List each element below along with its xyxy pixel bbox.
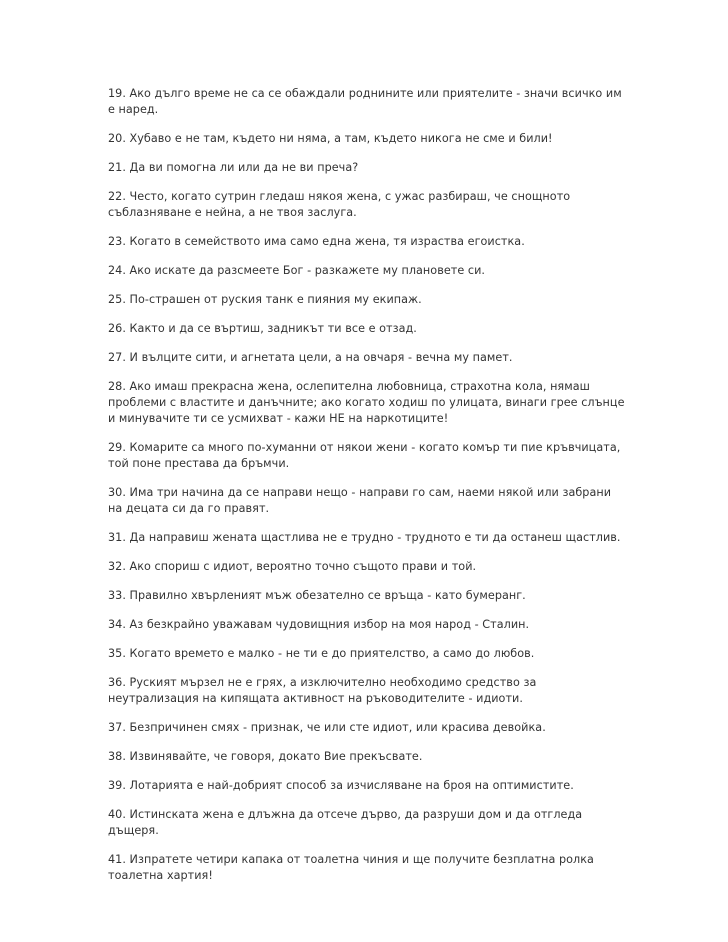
joke-item-33: 33. Правилно хвърленият мъж обезателно се връща - като бумеранг. <box>108 589 526 602</box>
joke-item-31: 31. Да направиш жената щастлива не е трудно - трудното е ти да останеш щастлив. <box>108 531 621 544</box>
joke-item-30: 30. Има три начина да се направи нещо - направи го сам, наеми някой или забрани на децата си да го правят. <box>108 486 612 515</box>
joke-item-28: 28. Ако имаш прекрасна жена, ослепителна любовница, страхотна кола, нямаш проблеми с властите и данъчните; ако когато ходиш по улицата, винаги грее слънце и минувачите ти се усмихват - кажи НЕ на наркотиците! <box>108 380 625 425</box>
document-page <box>108 86 628 897</box>
joke-item-24: 24. Ако искате да разсмеете Бог - разкажете му плановете си. <box>108 264 486 277</box>
joke-item-32: 32. Ако спориш с идиот, вероятно точно същото прави и той. <box>108 560 477 573</box>
joke-item-40: 40. Истинската жена е длъжна да отсече дърво, да разруши дом и да отгледа дъщеря. <box>108 808 583 837</box>
joke-item-26: 26. Както и да се въртиш, задникът ти все е отзад. <box>108 322 417 335</box>
joke-item-29: 29. Комарите са много по-хуманни от някои жени - когато комър ти пие кръвчицата, той поне престава да бръмчи. <box>108 441 621 470</box>
joke-item-19: 19. Ако дълго време не са се обаждали роднините или приятелите - значи всичко им е наред. <box>108 87 622 116</box>
joke-item-23: 23. Когато в семейството има само една жена, тя израства егоистка. <box>108 235 525 248</box>
joke-item-20: 20. Хубаво е не там, където ни няма, а там, където никога не сме и били! <box>108 132 553 145</box>
joke-item-37: 37. Безпричинен смях - признак, че или сте идиот, или красива девойка. <box>108 721 546 734</box>
joke-item-36: 36. Руският мързел не е грях, а изключително необходимо средство за неутрализация на кипящата активност на ръководителите - идиоти. <box>108 676 537 705</box>
joke-item-34: 34. Аз безкрайно уважавам чудовищния избор на моя народ - Сталин. <box>108 618 530 631</box>
joke-item-21: 21. Да ви помогна ли или да не ви преча? <box>108 161 359 174</box>
joke-item-41: 41. Изпратете четири капака от тоалетна чиния и ще получите безплатна ролка тоалетна хартия! <box>108 853 594 882</box>
joke-item-35: 35. Когато времето е малко - не ти е до приятелство, а само до любов. <box>108 647 535 660</box>
joke-item-22: 22. Често, когато сутрин гледаш някоя жена, с ужас разбираш, че снощното съблазняване е нейна, а не твоя заслуга. <box>108 190 571 219</box>
joke-item-39: 39. Лотарията е най-добрият способ за изчисляване на броя на оптимистите. <box>108 779 574 792</box>
joke-item-27: 27. И вълците сити, и агнетата цели, а на овчаря - вечна му памет. <box>108 351 513 364</box>
joke-item-25: 25. По-страшен от руския танк е пияния му екипаж. <box>108 293 422 306</box>
joke-item-38: 38. Извинявайте, че говоря, докато Вие прекъсвате. <box>108 750 423 763</box>
